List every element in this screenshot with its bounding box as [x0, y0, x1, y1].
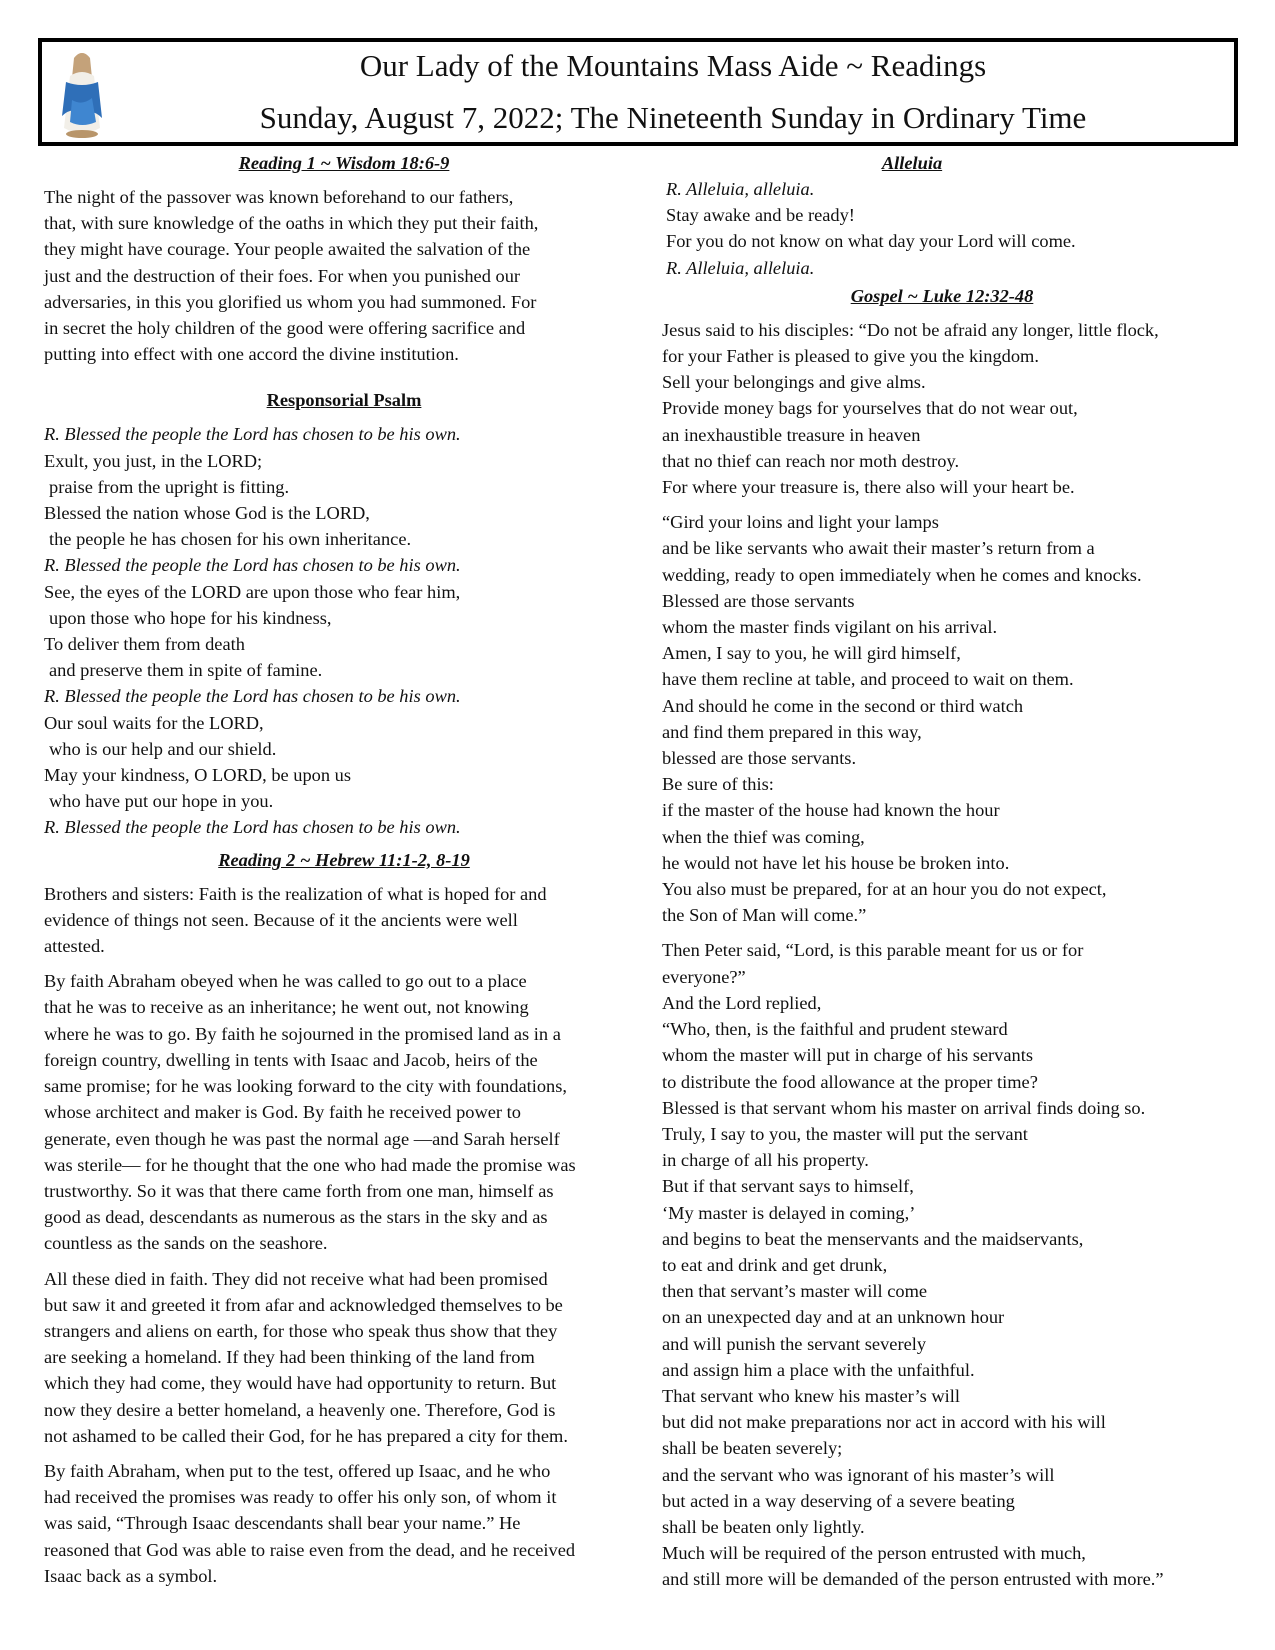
text-line: The night of the passover was known beforehand to our fathers, — [44, 187, 514, 207]
alleluia-text — [666, 176, 1242, 281]
text-line: who is our help and our shield. — [49, 738, 277, 759]
text-line: to eat and drink and get drunk, — [662, 1254, 888, 1275]
text-line: foreign country, dwelling in tents with Isaac and Jacob, heirs of the — [44, 1049, 538, 1070]
response-line: R. Blessed the people the Lord has chosen to be his own. — [44, 555, 461, 576]
text-line: wedding, ready to open immediately when he comes and knocks. — [662, 564, 1142, 585]
text-line: which they had come, they would have had opportunity to return. But — [44, 1373, 557, 1394]
text-line: was said, “Through Isaac descendants shall bear your name.” He — [44, 1513, 521, 1534]
text-line: Truly, I say to you, the master will put the servant — [662, 1123, 1028, 1144]
gospel-para-3 — [662, 937, 1242, 1592]
text-line: You also must be prepared, for at an hour you do not expect, — [662, 879, 1107, 900]
text-line: that he was to receive as an inheritance; he went out, not knowing — [44, 997, 529, 1018]
left-column — [44, 150, 644, 1589]
text-line: generate, even though he was past the normal age —and Sarah herself — [44, 1128, 560, 1149]
text-line: and the servant who was ignorant of his master’s will — [662, 1464, 1055, 1485]
text-line: To deliver them from death — [44, 634, 245, 655]
text-line: are seeking a homeland. If they had been thinking of the land from — [44, 1347, 535, 1368]
text-line: And should he come in the second or third watch — [662, 695, 1024, 716]
text-line: Blessed is that servant whom his master on arrival finds doing so. — [662, 1097, 1146, 1118]
text-line: Isaac back as a symbol. — [44, 1565, 218, 1586]
text-line: where he was to go. By faith he sojourned in the promised land as in a — [44, 1023, 561, 1044]
text-line: had received the promises was ready to offer his only son, of whom it — [44, 1487, 557, 1508]
response-line: R. Blessed the people the Lord has chosen to be his own. — [44, 686, 461, 707]
text-line: but did not make preparations nor act in accord with his will — [662, 1412, 1106, 1433]
text-line: then that servant’s master will come — [662, 1281, 928, 1302]
page-title: Our Lady of the Mountains Mass Aide ~ Readings — [359, 48, 987, 83]
text-line: to distribute the food allowance at the proper time? — [662, 1071, 1038, 1092]
text-line: now they desire a better homeland, a heavenly one. Therefore, God is — [44, 1399, 556, 1420]
text-line: Blessed the nation whose God is the LORD, — [44, 503, 370, 524]
reading1-heading: Reading 1 ~ Wisdom 18:6-9 — [238, 153, 450, 173]
text-line: See, the eyes of the LORD are upon those who fear him, — [44, 581, 461, 602]
gospel-para-1 — [662, 317, 1242, 500]
text-line: By faith Abraham obeyed when he was called to go out to a place — [44, 971, 527, 992]
text-line: and be like servants who await their master’s return from a — [662, 538, 1095, 559]
reading2-para-1 — [44, 881, 644, 960]
text-line: the Son of Man will come.” — [662, 905, 867, 926]
madonna-image — [52, 48, 112, 140]
header-box — [38, 38, 1238, 146]
text-line: Brothers and sisters: Faith is the realization of what is hoped for and — [44, 883, 547, 904]
text-line: strangers and aliens on earth, for those who speak thus show that they — [44, 1320, 558, 1341]
text-line: “Who, then, is the faithful and prudent steward — [662, 1019, 1008, 1040]
text-line: That servant who knew his master’s will — [662, 1385, 960, 1406]
reading2-heading: Reading 2 ~ Hebrew 11:1-2, 8-19 — [218, 849, 470, 870]
gospel-para-2 — [662, 509, 1242, 928]
text-line: putting into effect with one accord the divine institution. — [44, 344, 459, 365]
response-line: R. Blessed the people the Lord has chosen to be his own. — [44, 424, 461, 445]
psalm-text — [44, 421, 644, 840]
text-line: whom the master finds vigilant on his arrival. — [662, 617, 998, 638]
text-line: the people he has chosen for his own inheritance. — [49, 529, 412, 550]
text-line: Stay awake and be ready! — [666, 205, 855, 226]
text-line: they might have courage. Your people awaited the salvation of the — [44, 239, 531, 260]
text-line: he would not have let his house be broken into. — [662, 852, 1010, 873]
text-line: evidence of things not seen. Because of it the ancients were well — [44, 909, 518, 930]
text-line: Sell your belongings and give alms. — [662, 372, 926, 393]
right-column — [662, 150, 1242, 1593]
text-line: who have put our hope in you. — [49, 791, 274, 812]
text-line: that, with sure knowledge of the oaths in which they put their faith, — [44, 213, 539, 234]
text-line: whom the master will put in charge of his servants — [662, 1045, 1033, 1066]
text-line: and still more will be demanded of the person entrusted with more.” — [662, 1569, 1164, 1590]
text-line: and assign him a place with the unfaithful. — [662, 1359, 975, 1380]
gospel-heading: Gospel ~ Luke 12:32-48 — [850, 285, 1034, 306]
text-line: Provide money bags for yourselves that do not wear out, — [662, 398, 1078, 419]
text-line: shall be beaten severely; — [662, 1438, 843, 1459]
text-line: Our soul waits for the LORD, — [44, 712, 264, 733]
text-line: Be sure of this: — [662, 774, 774, 795]
reading2-para-4 — [44, 1458, 644, 1589]
text-line: when the thief was coming, — [662, 826, 865, 847]
text-line: For where your treasure is, there also will your heart be. — [662, 477, 1075, 498]
text-line: for your Father is pleased to give you the kingdom. — [662, 346, 1039, 367]
text-line: attested. — [44, 936, 105, 957]
text-line: everyone?” — [662, 966, 746, 987]
text-line: trustworthy. So it was that there came forth from one man, himself as — [44, 1180, 554, 1201]
text-line: and find them prepared in this way, — [662, 721, 922, 742]
text-line: adversaries, in this you glorified us whom you had summoned. For — [44, 291, 537, 312]
text-line: Blessed are those servants — [662, 590, 855, 611]
text-line: same promise; for he was looking forward to the city with foundations, — [44, 1076, 568, 1097]
alleluia-heading: Alleluia — [881, 153, 943, 173]
text-line: was sterile— for he thought that the one who had made the promise was — [44, 1154, 576, 1175]
text-line: whose architect and maker is God. By faith he received power to — [44, 1102, 521, 1123]
reading2-para-2 — [44, 968, 644, 1256]
text-line: Jesus said to his disciples: “Do not be afraid any longer, little flock, — [662, 319, 1159, 340]
text-line: upon those who hope for his kindness, — [49, 607, 332, 628]
text-line: but saw it and greeted it from afar and acknowledged themselves to be — [44, 1294, 563, 1315]
text-line: ‘My master is delayed in coming,’ — [662, 1202, 916, 1223]
response-line: R. Alleluia, alleluia. — [666, 179, 815, 199]
text-line: Exult, you just, in the LORD; — [44, 450, 263, 471]
page-subtitle: Sunday, August 7, 2022; The Nineteenth Sunday in Ordinary Time — [259, 100, 1087, 135]
text-line: if the master of the house had known the hour — [662, 800, 1000, 821]
text-line: reasoned that God was able to raise even from the dead, and he received — [44, 1539, 576, 1560]
text-line: All these died in faith. They did not receive what had been promised — [44, 1268, 548, 1289]
psalm-heading: Responsorial Psalm — [266, 390, 422, 411]
text-line: have them recline at table, and proceed to wait on them. — [662, 669, 1074, 690]
text-line: not ashamed to be called their God, for he has prepared a city for them. — [44, 1425, 568, 1446]
reading1-text — [44, 184, 644, 367]
text-line: on an unexpected day and at an unknown hour — [662, 1307, 1005, 1328]
text-line: But if that servant says to himself, — [662, 1176, 914, 1197]
text-line: For you do not know on what day your Lord will come. — [666, 231, 1076, 252]
text-line: Amen, I say to you, he will gird himself, — [662, 643, 961, 664]
text-line: and will punish the servant severely — [662, 1333, 927, 1354]
text-line: that no thief can reach nor moth destroy. — [662, 450, 960, 471]
text-line: countless as the sands on the seashore. — [44, 1233, 328, 1254]
text-line: Much will be required of the person entrusted with much, — [662, 1543, 1086, 1564]
text-line: in secret the holy children of the good were offering sacrifice and — [44, 318, 526, 339]
text-line: blessed are those servants. — [662, 748, 857, 769]
text-line: praise from the upright is fitting. — [49, 476, 290, 497]
text-line: good as dead, descendants as numerous as the stars in the sky and as — [44, 1207, 548, 1228]
text-line: and begins to beat the menservants and the maidservants, — [662, 1228, 1084, 1249]
response-line: R. Blessed the people the Lord has chosen to be his own. — [44, 817, 461, 838]
text-line: And the Lord replied, — [662, 992, 822, 1013]
text-line: but acted in a way deserving of a severe beating — [662, 1490, 1015, 1511]
text-line: just and the destruction of their foes. For when you punished our — [44, 265, 521, 286]
text-line: an inexhaustible treasure in heaven — [662, 424, 921, 445]
text-line: Then Peter said, “Lord, is this parable meant for us or for — [662, 940, 1084, 961]
text-line: and preserve them in spite of famine. — [49, 660, 323, 681]
response-line: R. Alleluia, alleluia. — [666, 257, 815, 278]
text-line: “Gird your loins and light your lamps — [662, 512, 939, 533]
text-line: in charge of all his property. — [662, 1150, 869, 1171]
text-line: May your kindness, O LORD, be upon us — [44, 765, 352, 786]
text-line: shall be beaten only lightly. — [662, 1516, 865, 1537]
reading2-para-3 — [44, 1266, 644, 1449]
text-line: By faith Abraham, when put to the test, offered up Isaac, and he who — [44, 1460, 551, 1481]
